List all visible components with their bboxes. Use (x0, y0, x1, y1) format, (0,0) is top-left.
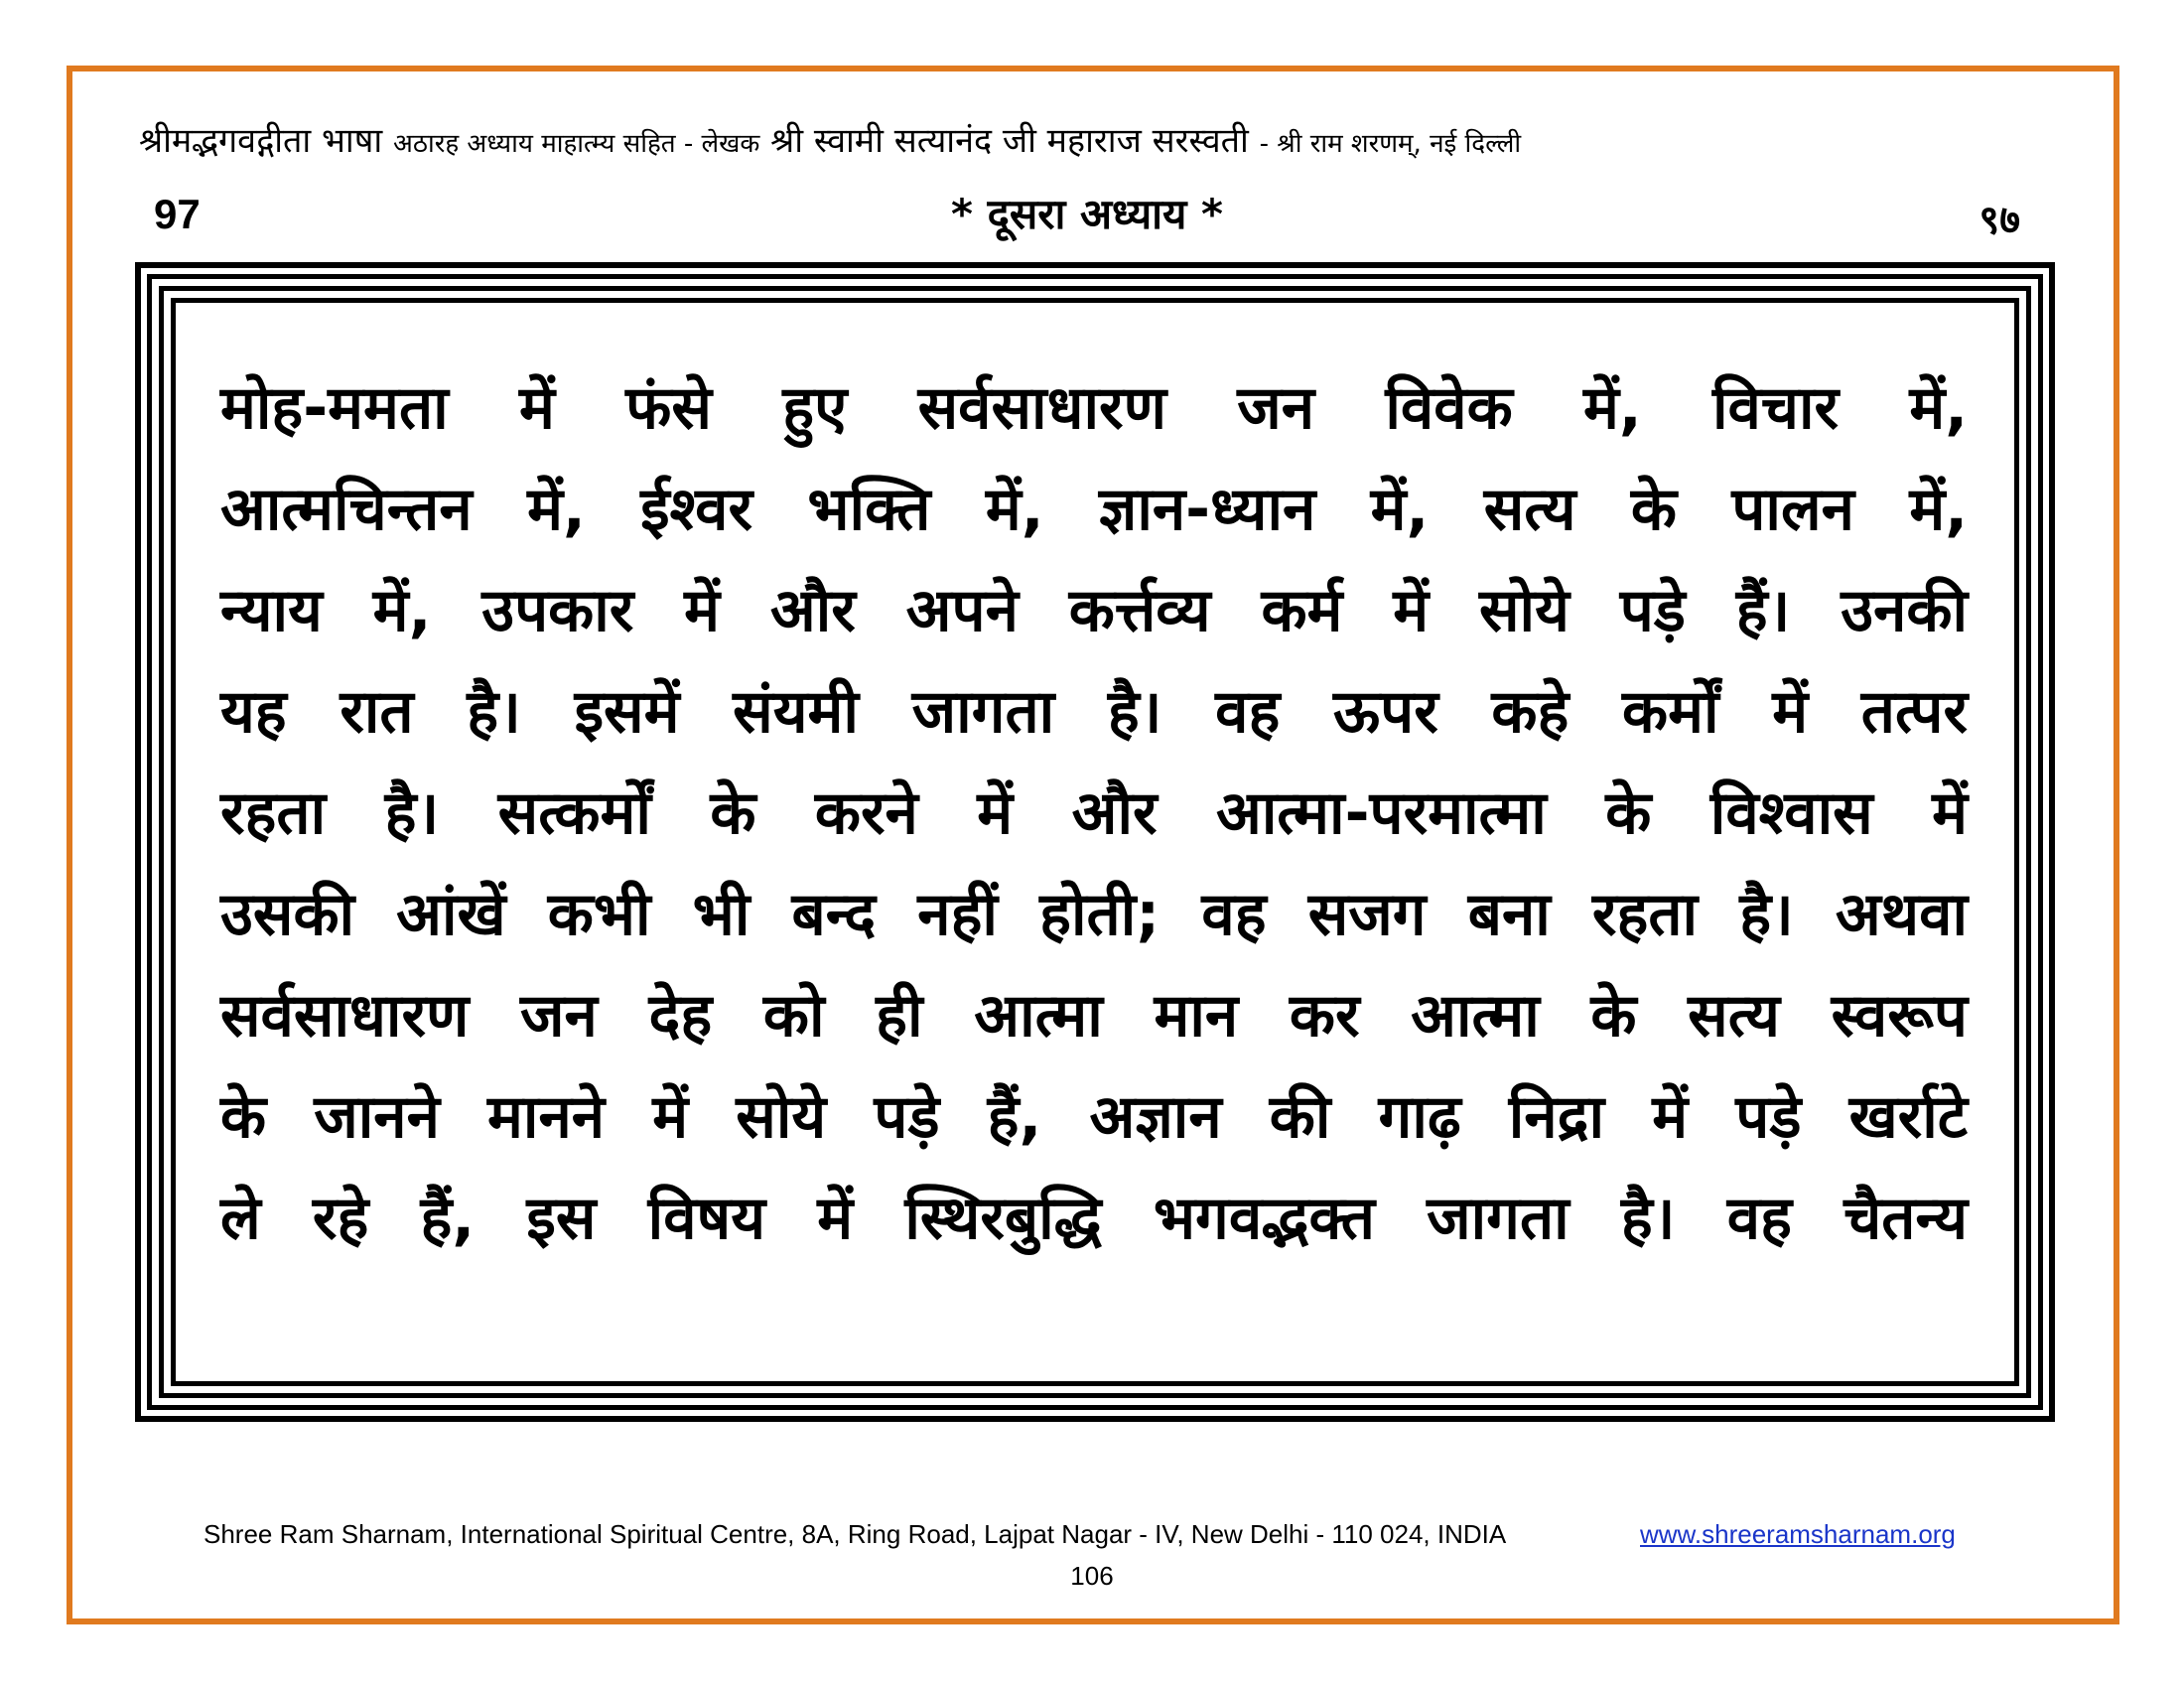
commentary-text (220, 357, 1968, 1269)
text-line: ले रहे हैं, इस विषय में स्थिरबुद्धि भगवद्भक्त जागता है। वह चैतन्य (220, 1184, 1968, 1253)
author-name: श्री स्वामी सत्यानंद जी महाराज सरस्वती (770, 121, 1249, 161)
text-line: मोह-ममता में फंसे हुए सर्वसाधारण जन विवेक में, विचार में, (220, 373, 1968, 443)
text-line: न्याय में, उपकार में और अपने कर्त्तव्य कर्म में सोये पड़े हैं। उनकी (220, 576, 1968, 645)
text-line: आत्मचिन्तन में, ईश्वर भक्ति में, ज्ञान-ध्यान में, सत्य के पालन में, (220, 475, 1968, 544)
running-header (139, 117, 2065, 168)
footer-address: Shree Ram Sharnam, International Spiritual Centre, 8A, Ring Road, Lajpat Nagar - IV, New Delhi - 110 024, INDIA (204, 1519, 1507, 1549)
text-line: सर्वसाधारण जन देह को ही आत्मा मान कर आत्मा के सत्य स्वरूप (220, 981, 1968, 1051)
website-link[interactable]: www.shreeramsharnam.org (1640, 1519, 1956, 1549)
chapter-title: * दूसरा अध्याय * (950, 190, 1224, 238)
text-line: रहता है। सत्कर्मों के करने में और आत्मा-परमात्मा के विश्वास में (220, 778, 1968, 848)
page-number-latin: 97 (154, 191, 201, 237)
header-separator: - (1259, 129, 1278, 159)
text-line: यह रात है। इसमें संयमी जागता है। वह ऊपर कहे कर्मों में तत्पर (220, 677, 1968, 747)
book-title: श्रीमद्भगवद्गीता भाषा (139, 121, 383, 161)
publisher-name: श्री राम शरणम्, नई दिल्ली (1277, 129, 1522, 159)
footer-page-number: 106 (1070, 1561, 1114, 1591)
page-number-devanagari: ९७ (1979, 198, 2020, 243)
chapter-row (154, 185, 2020, 244)
book-subtitle: अठारह अध्याय माहात्म्य सहित - लेखक (392, 129, 760, 159)
text-line: के जानने मानने में सोये पड़े हैं, अज्ञान की गाढ़ निद्रा में पड़े खर्राटे (220, 1082, 1968, 1152)
text-line: उसकी आंखें कभी भी बन्द नहीं होती; वह सजग बना रहता है। अथवा (220, 880, 1968, 949)
